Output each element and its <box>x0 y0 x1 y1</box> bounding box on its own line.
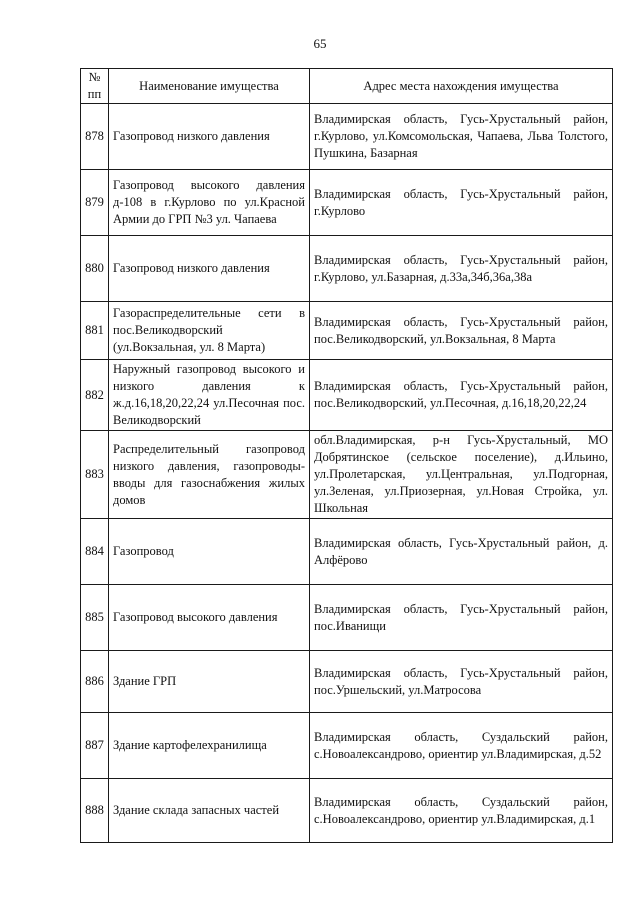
page-number: 65 <box>313 36 327 51</box>
property-address: Владимирская область, Гусь-Хрустальный район, г.Курлово <box>310 170 613 236</box>
property-address: обл.Владимирская, р-н Гусь-Хрустальный, МО Добрятинское (сельское поселение), д.Ильино, ул.Пролетарская, ул.Центральная, ул.Подгорная, ул.Зеленая, ул.Приозерная, ул.Новая Стройка, ул. Школьная <box>310 431 613 519</box>
property-name: Здание склада запасных частей <box>109 779 310 843</box>
header-address: Адрес места нахождения имущества <box>310 69 613 104</box>
property-name: Газопровод низкого давления <box>109 104 310 170</box>
property-address: Владимирская область, Гусь-Хрустальный район, пос.Иванищи <box>310 585 613 651</box>
property-name: Наружный газопровод высокого и низкого давления к ж.д.16,18,20,22,24 ул.Песочная пос. Великодворский <box>109 360 310 431</box>
table-row <box>81 585 613 651</box>
property-registry-table <box>80 68 613 843</box>
property-address: Владимирская область, Суздальский район, с.Новоалександрово, ориентир ул.Владимирская, д.1 <box>310 779 613 843</box>
row-number: 879 <box>81 170 109 236</box>
row-number: 885 <box>81 585 109 651</box>
row-number: 884 <box>81 519 109 585</box>
header-number: № пп <box>81 69 109 104</box>
table-row <box>81 104 613 170</box>
table-row <box>81 713 613 779</box>
property-address: Владимирская область, Суздальский район, с.Новоалександрово, ориентир ул.Владимирская, д.52 <box>310 713 613 779</box>
table-row <box>81 519 613 585</box>
property-name: Здание ГРП <box>109 651 310 713</box>
table-row <box>81 360 613 431</box>
property-address: Владимирская область, Гусь-Хрустальный район, пос.Уршельский, ул.Матросова <box>310 651 613 713</box>
property-address: Владимирская область, Гусь-Хрустальный район, пос.Великодворский, ул.Песочная, д.16,18,20,22,24 <box>310 360 613 431</box>
row-number: 883 <box>81 431 109 519</box>
table-row <box>81 170 613 236</box>
table-row <box>81 431 613 519</box>
property-name: Газопровод высокого давления <box>109 585 310 651</box>
table-row <box>81 236 613 302</box>
table-row <box>81 302 613 360</box>
property-address: Владимирская область, Гусь-Хрустальный район, пос.Великодворский, ул.Вокзальная, 8 Марта <box>310 302 613 360</box>
row-number: 887 <box>81 713 109 779</box>
row-number: 886 <box>81 651 109 713</box>
property-name: Газопровод <box>109 519 310 585</box>
table-header-row <box>81 69 613 104</box>
row-number: 881 <box>81 302 109 360</box>
property-address: Владимирская область, Гусь-Хрустальный район, д. Алфёрово <box>310 519 613 585</box>
table-row <box>81 779 613 843</box>
row-number: 878 <box>81 104 109 170</box>
row-number: 882 <box>81 360 109 431</box>
table-row <box>81 651 613 713</box>
property-name: Здание картофелехранилища <box>109 713 310 779</box>
header-property-name: Наименование имущества <box>109 69 310 104</box>
property-name: Газораспределительные сети в пос.Великодворский (ул.Вокзальная, ул. 8 Марта) <box>109 302 310 360</box>
row-number: 888 <box>81 779 109 843</box>
property-name: Распределительный газопровод низкого давления, газопроводы-вводы для газоснабжения жилых домов <box>109 431 310 519</box>
property-address: Владимирская область, Гусь-Хрустальный район, г.Курлово, ул.Комсомольская, Чапаева, Льва Толстого, Пушкина, Базарная <box>310 104 613 170</box>
property-name: Газопровод высокого давления д-108 в г.Курлово по ул.Красной Армии до ГРП №3 ул. Чапаева <box>109 170 310 236</box>
property-name: Газопровод низкого давления <box>109 236 310 302</box>
row-number: 880 <box>81 236 109 302</box>
property-address: Владимирская область, Гусь-Хрустальный район, г.Курлово, ул.Базарная, д.33а,34б,36а,38а <box>310 236 613 302</box>
